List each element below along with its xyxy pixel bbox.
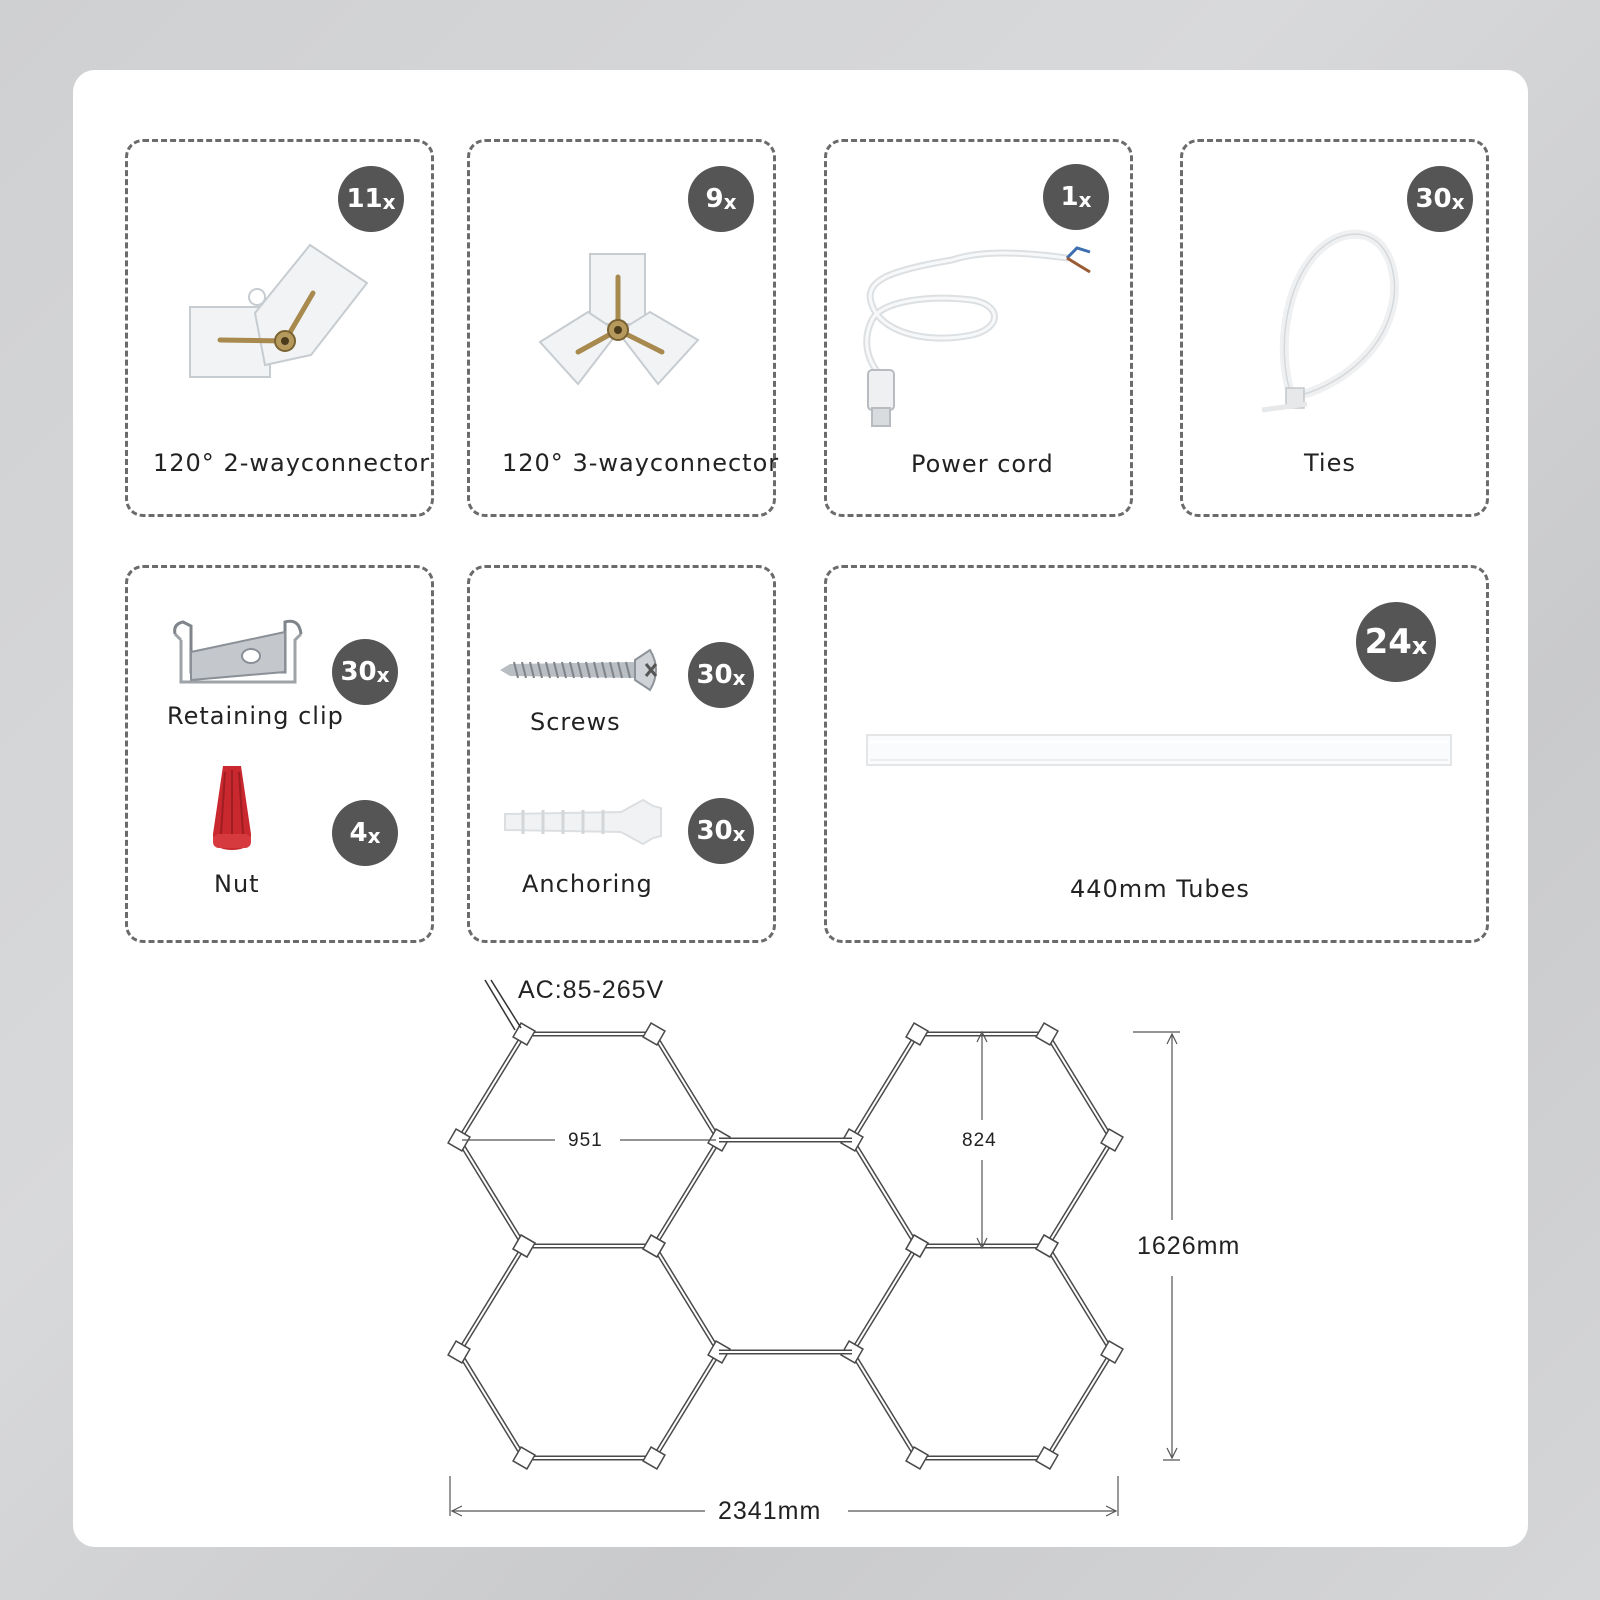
three-way-connector-label: 120° 3-wayconnector (502, 449, 780, 477)
connector-node (1101, 1341, 1123, 1363)
hex-tube-inner (459, 1034, 524, 1140)
hex-tube-inner (459, 1140, 524, 1246)
screws-count-badge: 30 x (688, 642, 754, 708)
hex-tube-inner (1047, 1246, 1112, 1352)
ties-count-badge: 30 x (1407, 166, 1473, 232)
two-way-count-badge: 11 x (338, 166, 404, 232)
screws-label: Screws (530, 708, 621, 736)
hex-tube-inner (654, 1140, 719, 1246)
hex-tube-inner (459, 1246, 524, 1352)
power-cord-label: Power cord (911, 450, 1054, 478)
connector-node (513, 1235, 535, 1257)
total-width-label: 2341mm (718, 1497, 822, 1525)
nut-count-badge: 4 x (332, 800, 398, 866)
total-height-label: 1626mm (1137, 1232, 1241, 1260)
hex-tube-inner (1047, 1352, 1112, 1458)
connector-node (906, 1023, 928, 1045)
hex-tube-inner (459, 1352, 524, 1458)
connector-node (1036, 1023, 1058, 1045)
hex-tube-inner (852, 1140, 917, 1246)
connector-node (643, 1023, 665, 1045)
hex-tube-inner (654, 1352, 719, 1458)
hex-tube-inner (1047, 1034, 1112, 1140)
ties-label: Ties (1304, 449, 1356, 477)
hex-tube-inner (852, 1246, 917, 1352)
two-way-connector-label: 120° 2-wayconnector (153, 449, 431, 477)
nut-label: Nut (214, 870, 260, 898)
tubes-count-badge: 24 x (1356, 602, 1436, 682)
clip-count-badge: 30 x (332, 639, 398, 705)
hex-tube-inner (852, 1352, 917, 1458)
hex-tube-inner (852, 1034, 917, 1140)
connector-node (643, 1447, 665, 1469)
hex-tube-inner (1047, 1140, 1112, 1246)
connector-node (513, 1023, 535, 1045)
connector-node (906, 1447, 928, 1469)
three-way-count-badge: 9 x (688, 166, 754, 232)
power-cord-count-badge: 1 x (1043, 164, 1109, 230)
connector-node (448, 1341, 470, 1363)
power-lead-line (485, 980, 515, 1030)
connector-node (1036, 1447, 1058, 1469)
power-lead-line (491, 980, 521, 1028)
connector-node (643, 1235, 665, 1257)
hex-tube-inner (654, 1246, 719, 1352)
inner-height-label: 824 (962, 1130, 997, 1151)
anchoring-label: Anchoring (522, 870, 653, 898)
anchoring-count-badge: 30 x (688, 798, 754, 864)
inner-width-label: 951 (568, 1130, 603, 1151)
hex-tube-inner (654, 1034, 719, 1140)
connector-node (1101, 1129, 1123, 1151)
tubes-label: 440mm Tubes (1070, 875, 1250, 903)
retaining-clip-label: Retaining clip (167, 702, 344, 730)
connector-node (1036, 1235, 1058, 1257)
voltage-label: AC:85-265V (518, 976, 665, 1004)
connector-node (513, 1447, 535, 1469)
connector-node (906, 1235, 928, 1257)
